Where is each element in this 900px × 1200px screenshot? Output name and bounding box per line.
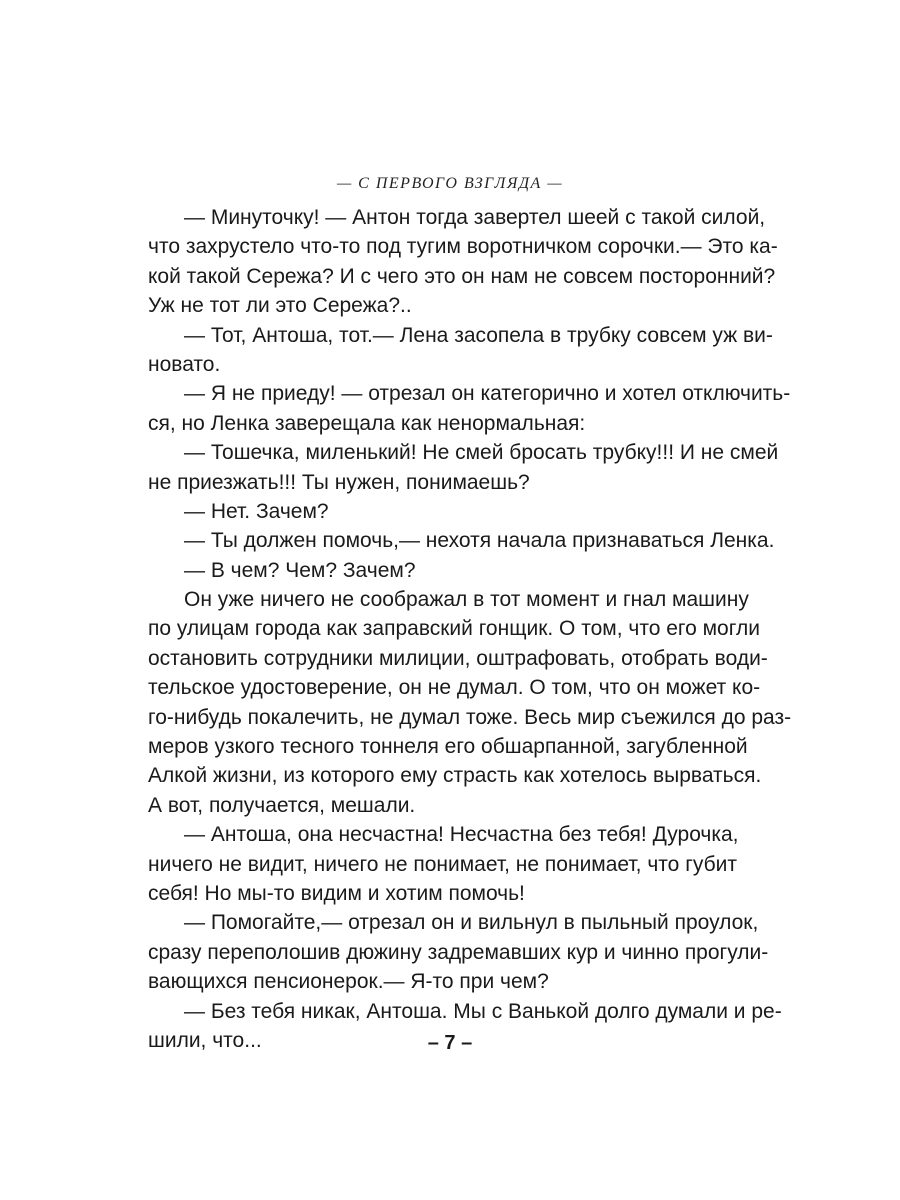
text-line: — Ты должен помочь,— нехотя начала признаваться Ленка. [184, 529, 775, 553]
text-line: — Тошечка, миленький! Не смей бросать трубку!!! И не смей [184, 441, 779, 465]
paragraph [148, 321, 773, 380]
page-number: – 7 – [427, 1032, 473, 1054]
paragraph [148, 820, 739, 908]
running-head: — С ПЕРВОГО ВЗГЛЯДА — [336, 175, 564, 192]
text-line: Алкой жизни, из которого ему страсть как хотелось вырваться. [148, 764, 762, 788]
text-line: го-нибудь покалечить, не думал тоже. Весь мир съежился до раз- [148, 705, 792, 729]
paragraph [148, 556, 724, 585]
text-line: меров узкого тесного тоннеля его обшарпанной, загубленной [148, 735, 748, 759]
text-line: по улицам города как заправский гонщик. О том, что его могли [148, 617, 760, 641]
text-line: ничего не видит, ничего не понимает, не понимает, что губит [148, 852, 737, 876]
paragraph [148, 497, 724, 526]
text-line: — Минуточку! — Антон тогда завертел шеей с такой силой, [184, 206, 766, 229]
text-line: кой такой Сережа? И с чего это он нам не совсем посторонний? [148, 264, 776, 288]
text-line: новато. [148, 352, 221, 376]
text-line: Уж не тот ли это Сережа?.. [148, 294, 412, 318]
text-line: вающихся пенсионерок.— Я-то при чем? [148, 970, 549, 994]
text-line: ся, но Ленка заверещала как ненормальная: [148, 411, 586, 435]
text-line: себя! Но мы-то видим и хотим помочь! [148, 881, 525, 905]
paragraph [148, 379, 791, 438]
text-line: тельское удостоверение, он не думал. О том, что он может ко- [148, 676, 761, 700]
text-line: — В чем? Чем? Зачем? [184, 558, 416, 582]
text-line: — Нет. Зачем? [184, 499, 329, 523]
text-line: — Антоша, она несчастна! Несчастна без тебя! Дурочка, [184, 823, 739, 847]
text-line: что захрустело что-то под тугим воротничком сорочки.— Это ка- [148, 235, 778, 259]
paragraph [148, 908, 769, 996]
body-text [148, 203, 792, 1055]
text-line: шили, что... [148, 1028, 262, 1052]
paragraph [148, 203, 778, 321]
paragraph [148, 526, 775, 555]
text-line: не приезжать!!! Ты нужен, понимаешь? [148, 470, 530, 494]
paragraph [148, 438, 779, 497]
text-line: — Без тебя никак, Антоша. Мы с Ванькой долго думали и ре- [184, 999, 782, 1023]
text-line: сразу переполошив дюжину задремавших кур и чинно прогули- [148, 940, 769, 964]
text-line: — Тот, Антоша, тот.— Лена засопела в трубку совсем уж ви- [184, 323, 773, 347]
text-line: А вот, получается, мешали. [148, 793, 416, 817]
text-line: Он уже ничего не соображал в тот момент и гнал машину [184, 588, 749, 612]
paragraph [148, 585, 792, 820]
text-line: остановить сотрудники милиции, оштрафовать, отобрать води- [148, 646, 768, 670]
text-line: — Помогайте,— отрезал он и вильнул в пыльный проулок, [184, 911, 759, 935]
text-line: — Я не приеду! — отрезал он категорично и хотел отключить- [184, 382, 791, 406]
